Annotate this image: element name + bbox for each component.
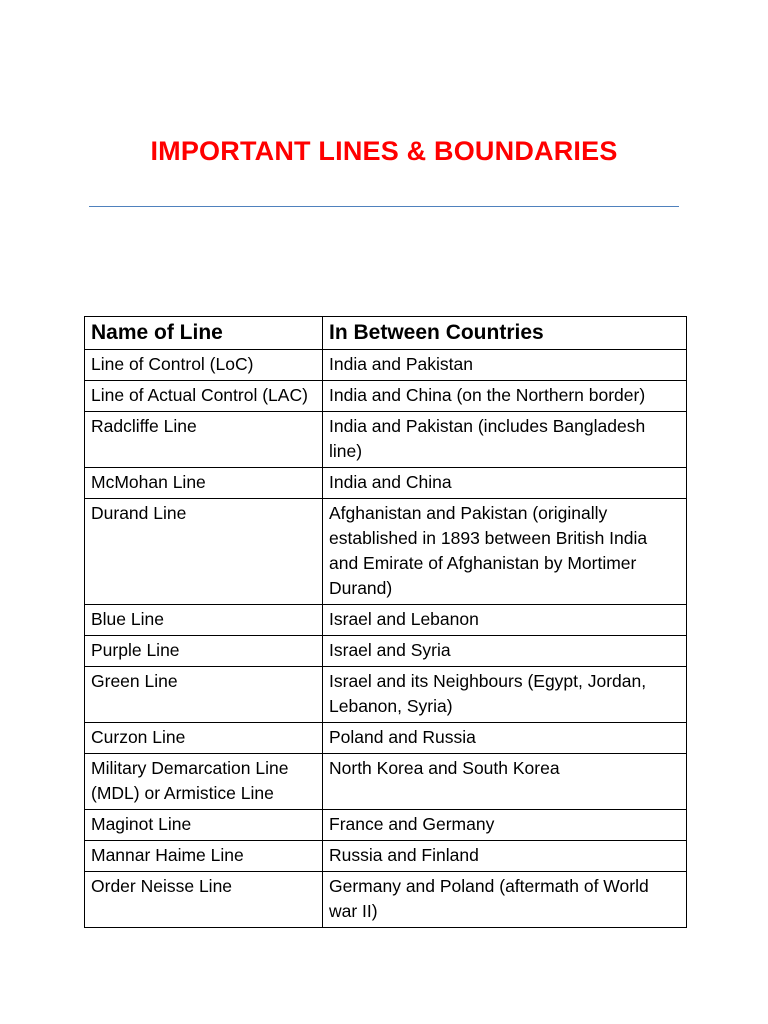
table-row bbox=[85, 499, 687, 605]
countries-cell: India and Pakistan bbox=[323, 350, 687, 381]
countries-cell: India and China bbox=[323, 468, 687, 499]
table-header-row bbox=[85, 317, 687, 350]
page-title: IMPORTANT LINES & BOUNDARIES bbox=[150, 136, 618, 166]
table-row bbox=[85, 810, 687, 841]
line-name-cell: Durand Line bbox=[85, 499, 323, 605]
line-name-cell: Radcliffe Line bbox=[85, 412, 323, 468]
line-name-cell: Purple Line bbox=[85, 636, 323, 667]
line-name-cell: Mannar Haime Line bbox=[85, 841, 323, 872]
countries-cell: France and Germany bbox=[323, 810, 687, 841]
countries-cell: India and Pakistan (includes Bangladesh line) bbox=[323, 412, 687, 468]
title-divider bbox=[89, 206, 679, 207]
line-name-cell: Green Line bbox=[85, 667, 323, 723]
countries-cell: Afghanistan and Pakistan (originally established in 1893 between British India and Emirate of Afghanistan by Mortimer Durand) bbox=[323, 499, 687, 605]
countries-cell: Israel and Lebanon bbox=[323, 605, 687, 636]
line-name-cell: Military Demarcation Line (MDL) or Armistice Line bbox=[85, 754, 323, 810]
countries-cell: Israel and its Neighbours (Egypt, Jordan, Lebanon, Syria) bbox=[323, 667, 687, 723]
line-name-cell: Line of Control (LoC) bbox=[85, 350, 323, 381]
countries-cell: North Korea and South Korea bbox=[323, 754, 687, 810]
table-row bbox=[85, 872, 687, 928]
table-row bbox=[85, 667, 687, 723]
line-name-cell: Order Neisse Line bbox=[85, 872, 323, 928]
table-row bbox=[85, 350, 687, 381]
table-row bbox=[85, 381, 687, 412]
countries-cell: Poland and Russia bbox=[323, 723, 687, 754]
table-row bbox=[85, 605, 687, 636]
table-row bbox=[85, 754, 687, 810]
table-row bbox=[85, 723, 687, 754]
countries-cell: India and China (on the Northern border) bbox=[323, 381, 687, 412]
table-row bbox=[85, 841, 687, 872]
header-name-of-line: Name of Line bbox=[85, 317, 323, 350]
line-name-cell: Line of Actual Control (LAC) bbox=[85, 381, 323, 412]
countries-cell: Russia and Finland bbox=[323, 841, 687, 872]
line-name-cell: Blue Line bbox=[85, 605, 323, 636]
countries-cell: Germany and Poland (aftermath of World war II) bbox=[323, 872, 687, 928]
header-in-between-countries: In Between Countries bbox=[323, 317, 687, 350]
table-row bbox=[85, 412, 687, 468]
line-name-cell: Maginot Line bbox=[85, 810, 323, 841]
table-row bbox=[85, 468, 687, 499]
lines-table bbox=[84, 316, 687, 928]
line-name-cell: Curzon Line bbox=[85, 723, 323, 754]
table-row bbox=[85, 636, 687, 667]
countries-cell: Israel and Syria bbox=[323, 636, 687, 667]
line-name-cell: McMohan Line bbox=[85, 468, 323, 499]
